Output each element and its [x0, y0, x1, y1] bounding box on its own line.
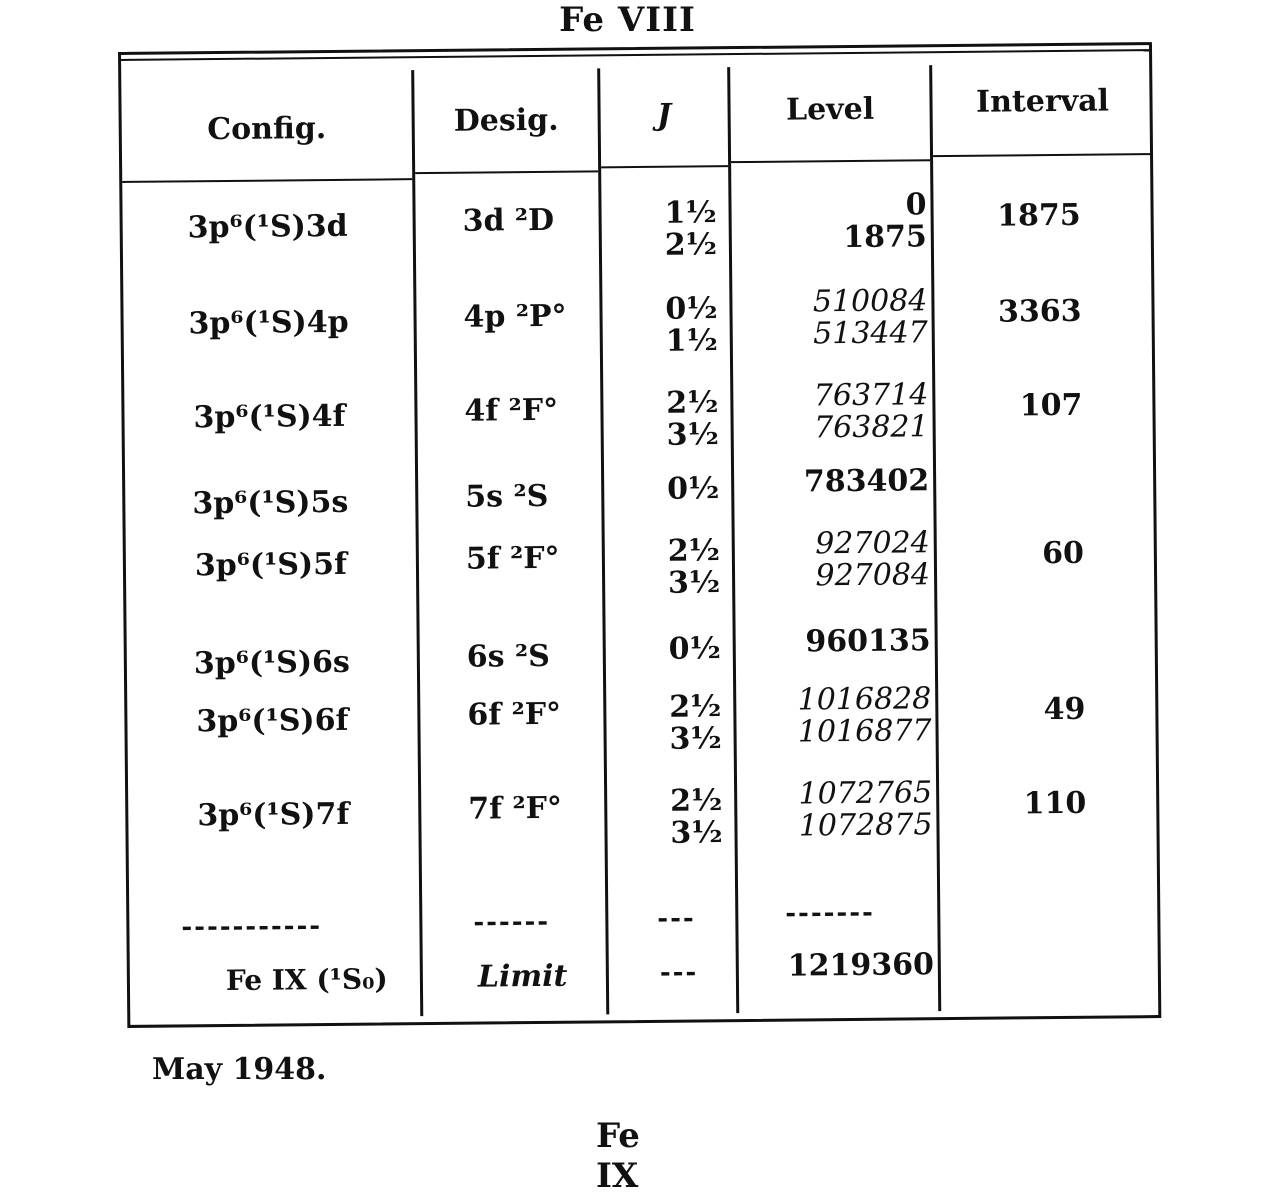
row-config: 3p⁶(¹S)4f: [193, 398, 346, 436]
row-level-value: 1072875: [798, 807, 933, 844]
separator-level: -------: [785, 897, 875, 929]
next-page-title-cropped: Fe IX: [596, 1116, 640, 1196]
separator-desig: ------: [473, 906, 551, 938]
row-level-value: 510084: [812, 283, 928, 320]
row-j-value: 2½: [664, 227, 718, 263]
separator-config: -----------: [181, 911, 323, 943]
row-config: 3p⁶(¹S)7f: [197, 796, 350, 834]
row-level-value: 763821: [813, 409, 929, 446]
row-j-value: 1½: [665, 323, 719, 359]
row-designation: 6s ²S: [466, 638, 551, 675]
row-level-value: 1016877: [797, 713, 932, 750]
limit-level: 1219360: [787, 947, 935, 984]
header-rule: [415, 170, 598, 174]
row-interval-value: 3363: [997, 293, 1082, 330]
row-level-value: 763714: [813, 377, 929, 414]
row-config: 3p⁶(¹S)5f: [194, 546, 348, 584]
header-j: J: [656, 97, 672, 133]
row-level-value: 927024: [815, 525, 930, 562]
row-designation: 5s ²S: [465, 478, 549, 515]
row-j-value: 3½: [666, 417, 719, 453]
row-config: 3p⁶(¹S)5s: [192, 484, 349, 522]
row-interval-value: 107: [1019, 387, 1083, 424]
row-j-value: 2½: [669, 783, 723, 819]
header-rule: [731, 159, 930, 163]
page-title: Fe VIII: [559, 0, 696, 40]
row-designation: 5f ²F°: [465, 540, 560, 577]
row-designation: 4p ²P°: [463, 298, 567, 335]
row-config: 3p⁶(¹S)6s: [193, 644, 351, 682]
row-interval-value: 60: [1041, 535, 1085, 572]
energy-level-table: [118, 42, 1161, 1028]
row-j-value: 3½: [669, 721, 722, 757]
row-j-value: 3½: [667, 565, 721, 601]
row-level-value: 513447: [813, 315, 928, 352]
row-level-value: 1072765: [798, 775, 933, 812]
header-rule: [933, 153, 1153, 157]
row-j-value: 2½: [666, 385, 719, 421]
row-level-value: 960135: [805, 623, 931, 660]
row-j-value: 2½: [669, 689, 722, 725]
row-level-value: 783402: [803, 463, 930, 500]
row-j-value: 1½: [664, 195, 717, 231]
column-divider: [929, 65, 941, 1011]
header-level: Level: [785, 91, 875, 128]
row-j-value: 0½: [668, 631, 722, 667]
header-rule: [122, 178, 412, 183]
header-rule: [601, 165, 728, 168]
row-designation: 6f ²F°: [467, 696, 562, 733]
row-config: 3p⁶(¹S)3d: [187, 208, 348, 246]
row-config: 3p⁶(¹S)4p: [188, 304, 349, 342]
footer-date: May 1948.: [152, 1052, 327, 1087]
row-interval-value: 49: [1043, 691, 1086, 728]
header-config: Config.: [207, 111, 327, 148]
header-desig: Desig.: [453, 102, 559, 139]
separator-j: ---: [657, 903, 696, 934]
row-designation: 7f ²F°: [468, 790, 563, 827]
row-designation: 4f ²F°: [464, 392, 559, 429]
row-interval-value: 110: [1023, 785, 1087, 822]
row-level-value: 927084: [815, 557, 931, 594]
row-level-value: 1875: [843, 219, 927, 256]
column-divider: [411, 70, 423, 1016]
row-config: 3p⁶(¹S)6f: [196, 702, 349, 740]
header-interval: Interval: [975, 83, 1110, 120]
row-level-value: 1016828: [797, 681, 932, 718]
row-j-value: 2½: [667, 533, 721, 569]
row-interval-value: 1875: [996, 197, 1081, 234]
row-designation: 3d ²D: [462, 202, 555, 239]
row-j-value: 3½: [670, 815, 723, 851]
limit-desig: Limit: [477, 958, 568, 995]
limit-config: Fe IX (¹S₀): [225, 962, 388, 998]
row-j-value: 0½: [665, 291, 718, 327]
row-j-value: 0½: [666, 471, 720, 507]
limit-j: ---: [659, 957, 699, 988]
column-divider: [597, 68, 609, 1014]
row-level-value: 0: [905, 187, 927, 223]
